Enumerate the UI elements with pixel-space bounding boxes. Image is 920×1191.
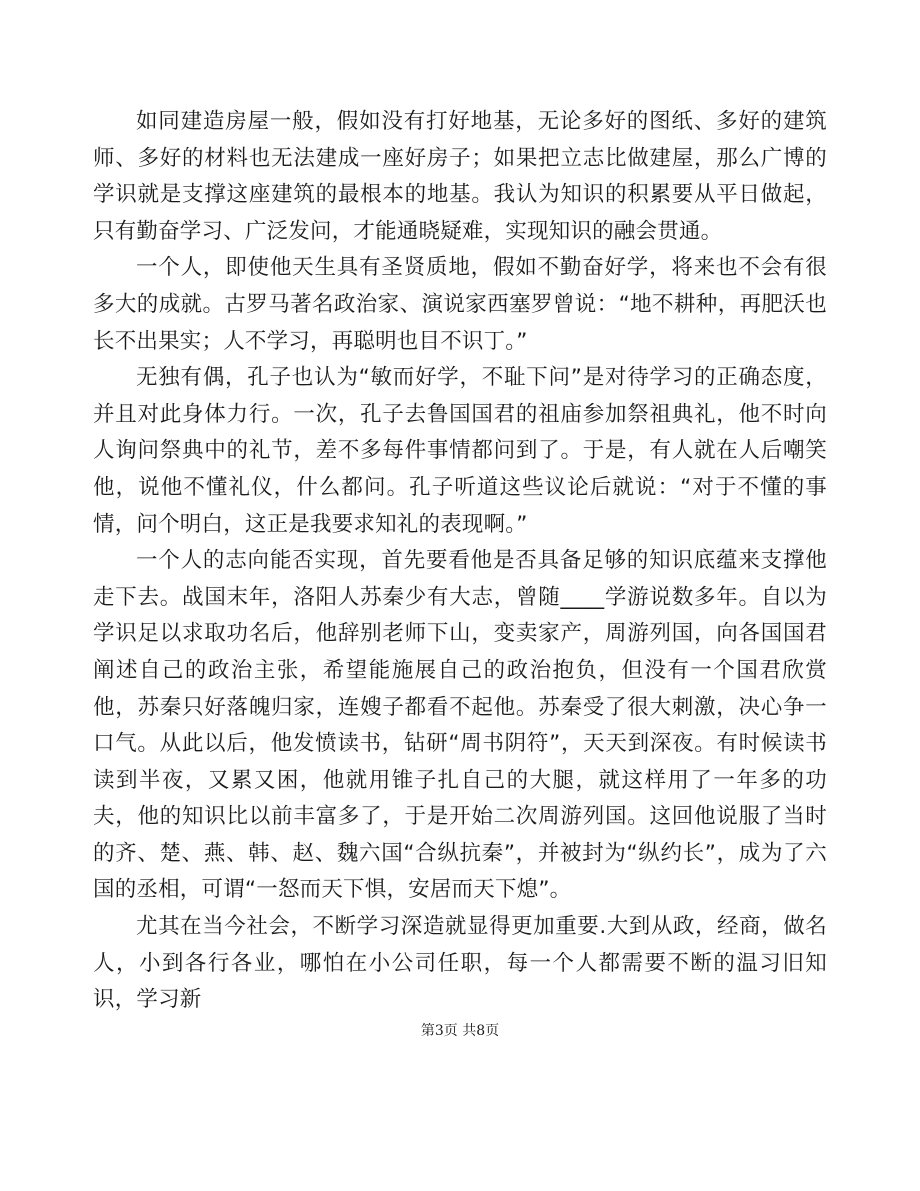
paragraph-2: 一个人，即使他天生具有圣贤质地，假如不勤奋好学，将来也不会有很多大的成就。古罗马著名政治家、演说家西塞罗曾说：“地不耕种，再肥沃也长不出果实；人不学习，再聪明也目不识丁。”: [93, 255, 827, 354]
paragraph-3: 无独有偶，孔子也认为“敏而好学，不耻下问”是对待学习的正确态度，并且对此身体力行。一次，孔子去鲁国国君的祖庙参加祭祖典礼，他不时向人询问祭典中的礼节，差不多每件事情都问到了。于是，有人就在人后嘲笑他，说他不懂礼仪，什么都问。孔子听道这些议论后就说：“对于不懂的事情，问个明白，这正是我要求知礼的表现啊。”: [93, 365, 827, 537]
paragraph-4: 一个人的志向能否实现，首先要看他是否具备足够的知识底蕴来支撑他走下去。战国末年，洛阳人苏秦少有大志，曾随____学游说数多年。自以为学识足以求取功名后，他辞别老师下山，变卖家产，周游列国，向各国国君阐述自己的政治主张，希望能施展自己的政治抱负，但没有一个国君欣赏他，苏秦只好落魄归家，连嫂子都看不起他。苏秦受了很大刺激，决心争一口气。从此以后，他发愤读书，钻研“周书阴符”，天天到深夜。有时候读书读到半夜，又累又困，他就用锥子扎自己的大腿，就这样用了一年多的功夫，他的知识比以前丰富多了，于是开始二次周游列国。这回他说服了当时的齐、楚、燕、韩、赵、魏六国“合纵抗秦”，并被封为“纵约长”，成为了六国的丞相，可谓“一怒而天下惧，安居而天下熄”。: [93, 548, 827, 903]
paragraph-5: 尤其在当今社会，不断学习深造就显得更加重要.大到从政，经商，做名人，小到各行各业，哪怕在小公司任职，每一个人都需要不断的温习旧知识，学习新: [93, 914, 827, 1013]
document-body: [93, 104, 827, 1019]
paragraph-1: 如同建造房屋一般，假如没有打好地基，无论多好的图纸、多好的建筑师、多好的材料也无法建成一座好房子；如果把立志比做建屋，那么广博的学识就是支撑这座建筑的最根本的地基。我认为知识的积累要从平日做起，只有勤奋学习、广泛发问，才能通晓疑难，实现知识的融会贯通。: [93, 109, 827, 244]
page-number-footer: 第3页 共8页: [420, 1023, 500, 1039]
